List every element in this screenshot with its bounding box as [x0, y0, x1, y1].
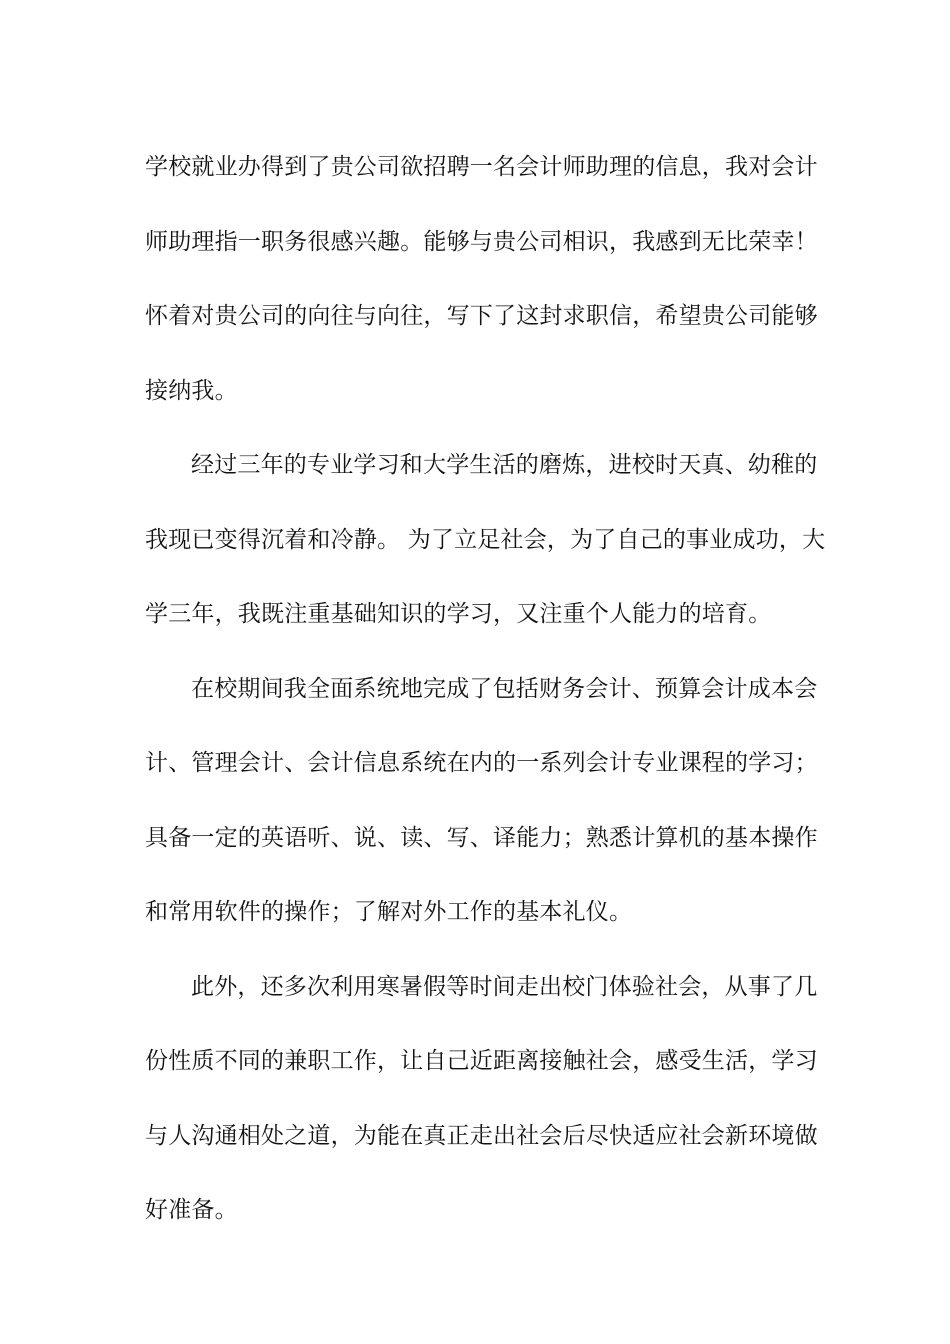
paragraph-social-practice [145, 950, 818, 1248]
text-line: 具备一定的英语听、说、读、写、译能力；熟悉计算机的基本操作 [145, 824, 818, 851]
paragraph-studies [145, 652, 818, 950]
text-line: 怀着对贵公司的向往与向往，写下了这封求职信，希望贵公司能够 [145, 303, 818, 329]
text-line: 此外，还多次利用寒暑假等时间走出校门体验社会，从事了几 [191, 973, 818, 1000]
text-line: 好准备。 [145, 1197, 238, 1223]
text-line: 学三年，我既注重基础知识的学习，又注重个人能力的培育。 [145, 601, 772, 627]
paragraph-experience [145, 428, 826, 652]
text-line: 计、管理会计、会计信息系统在内的一系列会计专业课程的学习； [145, 750, 818, 776]
paragraph-intro [145, 130, 818, 428]
text-line: 份性质不同的兼职工作，让自己近距离接触社会，感受生活，学习 [145, 1048, 818, 1074]
text-line: 和常用软件的操作；了解对外工作的基本礼仪。 [145, 899, 633, 925]
letter-body [145, 130, 826, 1248]
text-line: 与人沟通相处之道，为能在真正走出社会后尽快适应社会新环境做 [145, 1122, 818, 1149]
text-line: 在校期间我全面系统地完成了包括财务会计、预算会计成本会 [191, 675, 818, 702]
text-line: 师助理指一职务很感兴趣。能够与贵公司相识，我感到无比荣幸！ [145, 228, 818, 255]
text-line: 我现已变得沉着和冷静。 为了立足社会，为了自己的事业成功，大 [145, 526, 826, 553]
text-line: 学校就业办得到了贵公司欲招聘一名会计师助理的信息，我对会计 [145, 154, 818, 180]
text-line: 接纳我。 [145, 377, 238, 404]
text-line: 经过三年的专业学习和大学生活的磨炼，进校时天真、幼稚的 [191, 452, 818, 478]
